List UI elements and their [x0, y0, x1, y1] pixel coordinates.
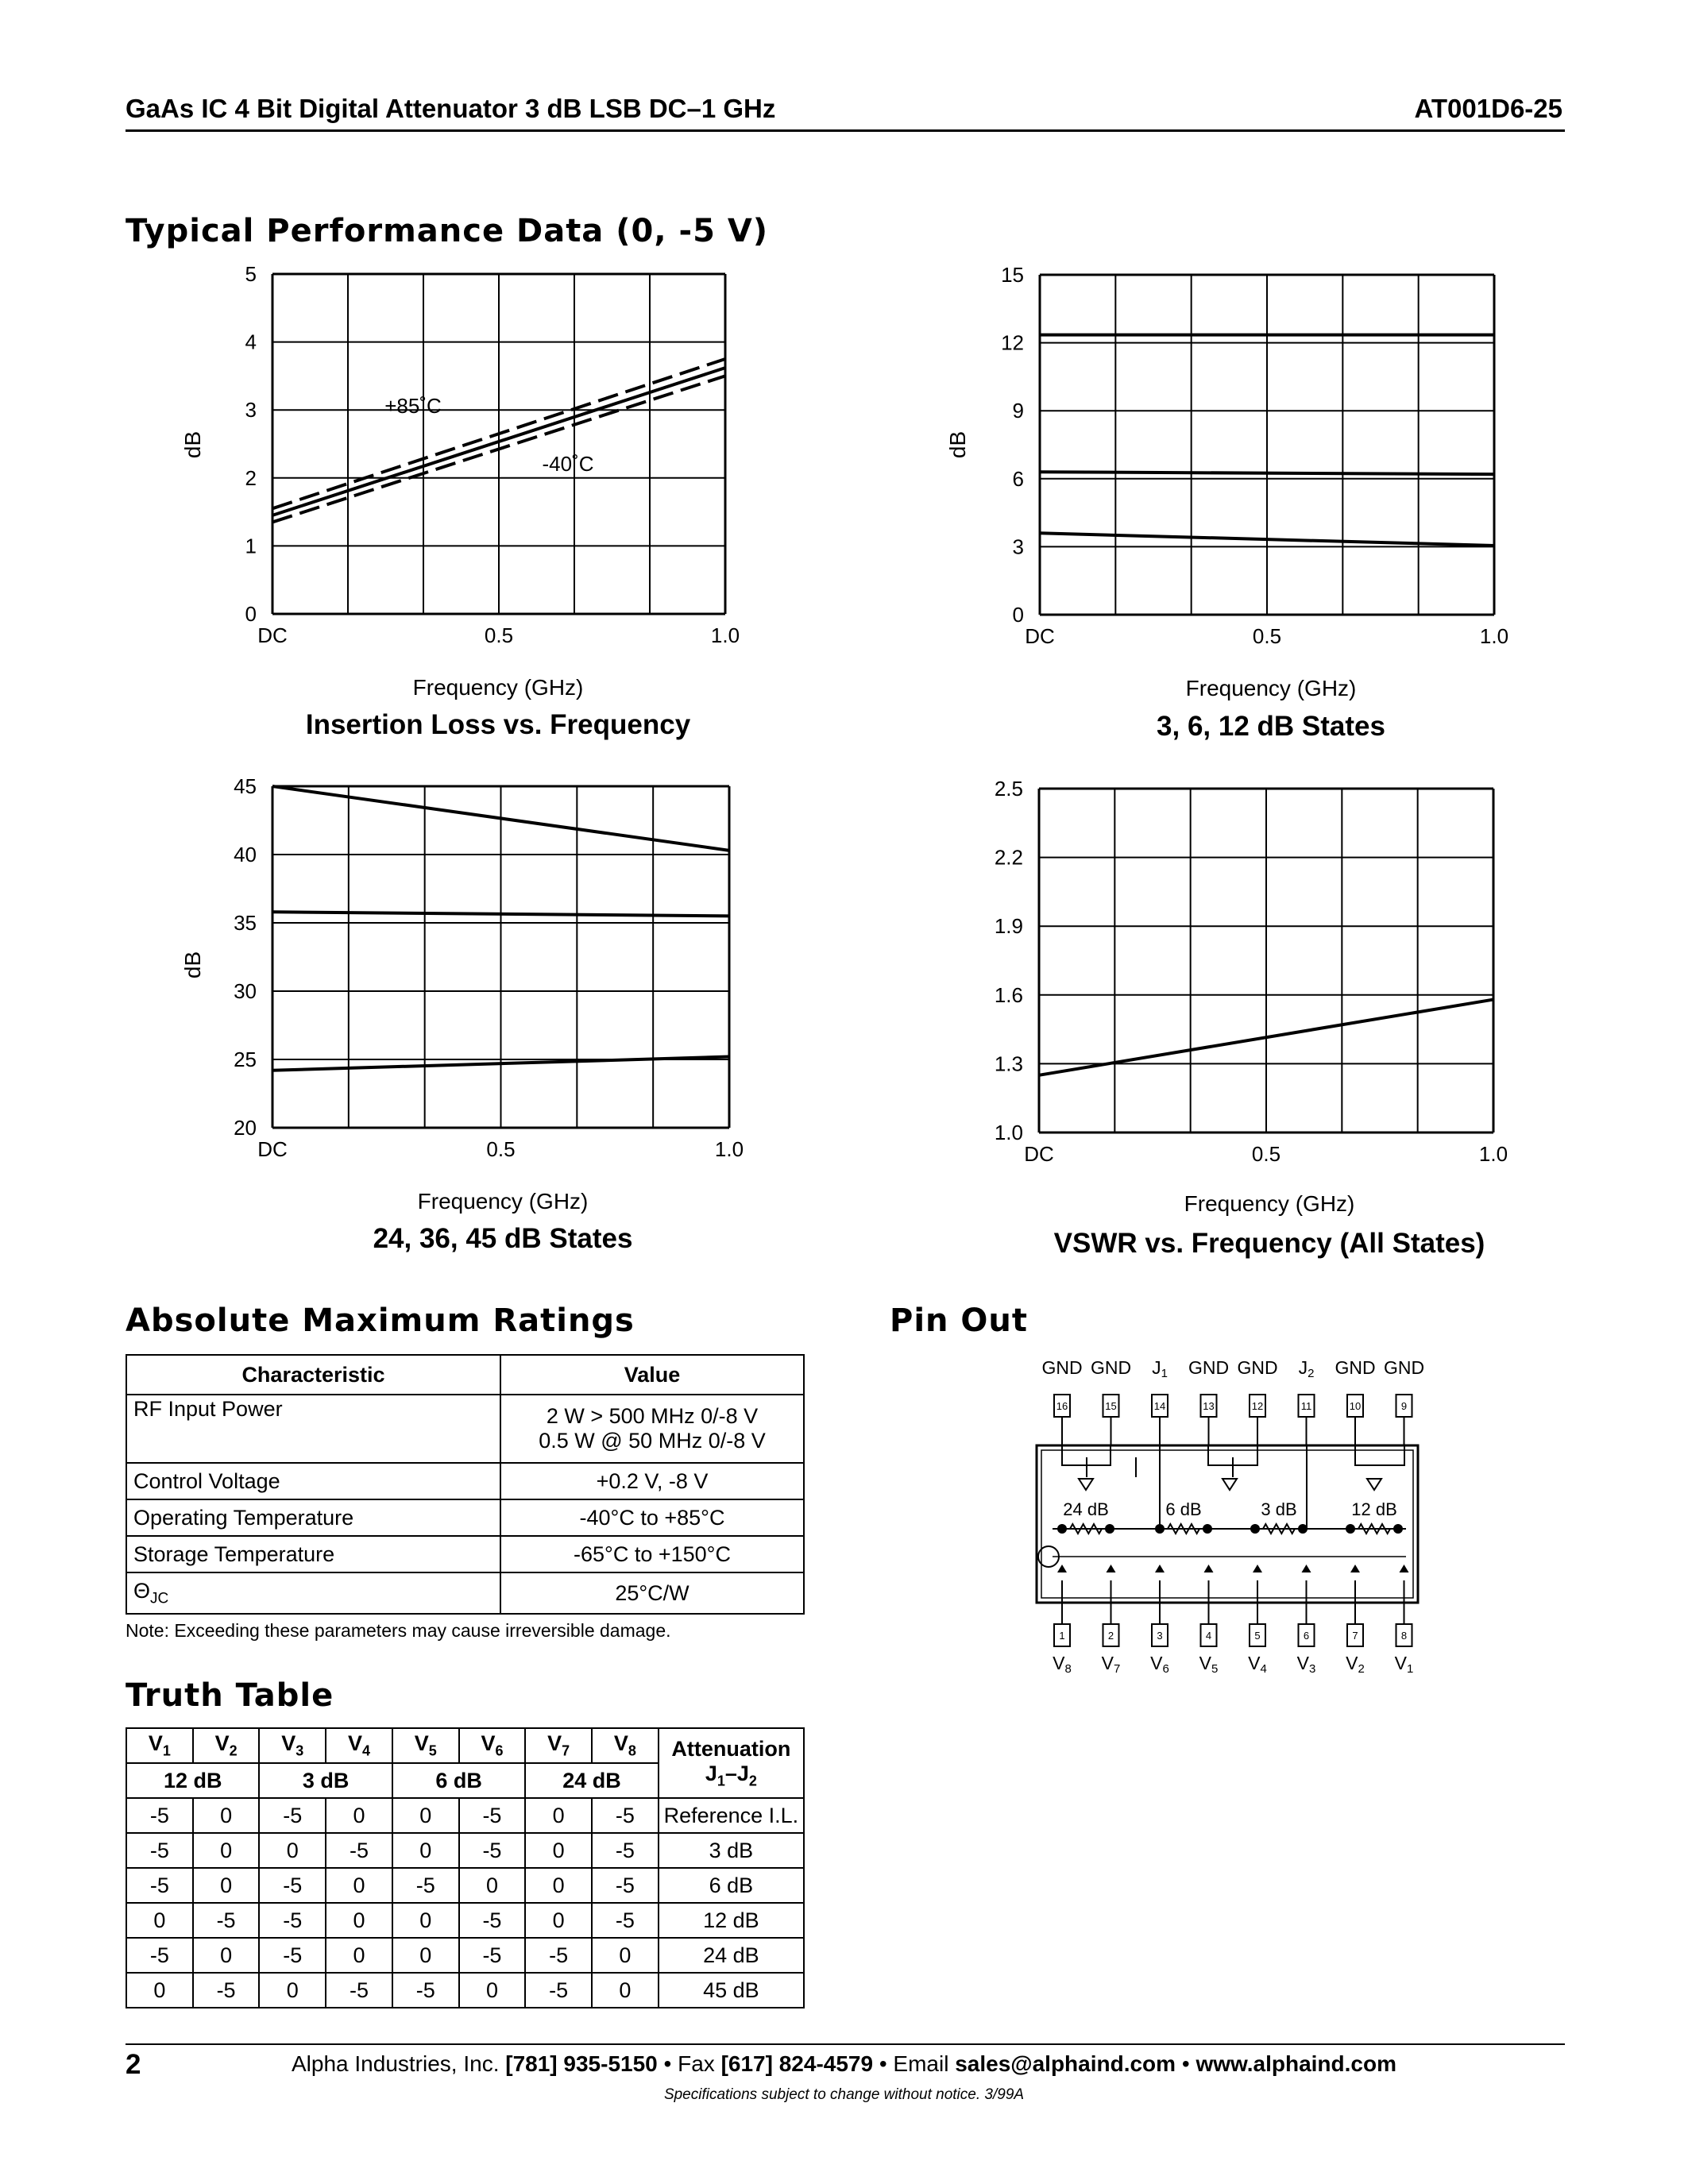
bottom-pin-label: V7 [1101, 1653, 1121, 1676]
footer-disclaimer: Specifications subject to change without notice. 3/99A [663, 2086, 1025, 2103]
chart-3-6-12-states [929, 262, 1557, 754]
y-axis-label: dB [945, 430, 970, 459]
y-tick-label: 3 [1012, 534, 1024, 559]
node-dot [1105, 1524, 1114, 1534]
cell-voltage: 0 [193, 1798, 260, 1833]
document-title: GaAs IC 4 Bit Digital Attenuator 3 dB LSB DC–1 GHz [126, 94, 776, 123]
cell-voltage: 0 [193, 1833, 260, 1868]
pinout-diagram [993, 1350, 1517, 1684]
chart-insertion-loss [159, 262, 763, 754]
top-pin-number: 15 [1105, 1400, 1117, 1412]
cell-voltage: 0 [592, 1938, 659, 1973]
x-tick-label: 1.0 [1479, 624, 1509, 648]
column-header-attenuation [659, 1728, 804, 1798]
voltage-label: V [613, 1731, 628, 1756]
column-header-v4 [326, 1728, 392, 1763]
stage-label: 3 dB [1261, 1499, 1297, 1519]
voltage-label: V [481, 1731, 496, 1756]
fet-arrow-icon [1204, 1565, 1214, 1572]
cell-voltage: 0 [326, 1798, 392, 1833]
y-tick-label: 12 [1001, 330, 1024, 355]
resistor-icon [1358, 1524, 1390, 1534]
cell-voltage: 0 [126, 1973, 193, 2008]
table-row [126, 1938, 804, 1973]
node-dot [1203, 1524, 1212, 1534]
y-tick-label: 35 [234, 911, 257, 935]
y-tick-label: 2 [245, 465, 257, 490]
cell-voltage: -5 [126, 1868, 193, 1903]
table-row [126, 1868, 804, 1903]
group-header: 12 dB [126, 1763, 259, 1798]
table-row [126, 1463, 804, 1499]
group-header: 24 dB [525, 1763, 658, 1798]
voltage-subscript: 4 [362, 1742, 371, 1759]
pinout-elements [1041, 1357, 1424, 1676]
table-row [126, 1903, 804, 1938]
port-subscript: 1 [717, 1773, 725, 1789]
bottom-pin-number: 7 [1352, 1630, 1358, 1642]
voltage-label: V [148, 1731, 163, 1756]
fax-number: [617] 824-4579 [720, 2051, 874, 2076]
top-pin-number: 9 [1400, 1400, 1408, 1412]
x-tick-label: DC [1024, 1142, 1054, 1166]
fet-arrow-icon [1057, 1565, 1067, 1572]
cell-voltage: 0 [326, 1868, 392, 1903]
top-pin-number: 16 [1056, 1400, 1068, 1412]
fet-arrow-icon [1155, 1565, 1165, 1572]
y-tick-label: 3 [245, 398, 257, 423]
cell-voltage: 0 [193, 1938, 260, 1973]
bottom-pin-label: V8 [1053, 1653, 1072, 1676]
bottom-pin-number: 8 [1400, 1630, 1408, 1642]
ground-icon [1367, 1479, 1381, 1490]
top-pin-label: GND [1041, 1357, 1083, 1378]
voltage-subscript: 5 [428, 1742, 437, 1759]
y-tick-label: 2.5 [994, 777, 1023, 801]
y-tick-label: 25 [234, 1048, 257, 1071]
ground-icon [1079, 1479, 1093, 1490]
x-tick-label: 0.5 [1252, 624, 1282, 648]
cell-value: 25°C/W [500, 1572, 804, 1614]
cell-voltage: 0 [592, 1973, 659, 2008]
value-line-1: 2 W > 500 MHz 0/-8 V [546, 1404, 759, 1428]
bottom-pin-label: V5 [1199, 1653, 1219, 1676]
x-axis-label: Frequency (GHz) [412, 675, 584, 700]
bottom-pin-number: 5 [1254, 1630, 1261, 1642]
pinout-heading: Pin Out [890, 1302, 1029, 1339]
x-tick-label: 1.0 [714, 1137, 744, 1161]
x-tick-label: 1.0 [710, 623, 740, 647]
cell-value: +0.2 V, -8 V [500, 1463, 804, 1499]
email-label: • Email [873, 2051, 956, 2076]
cell-voltage: -5 [126, 1798, 193, 1833]
ratings-table [126, 1354, 805, 1615]
top-pin-number: 13 [1203, 1400, 1215, 1412]
table-row [126, 1395, 804, 1463]
top-pin-number: 14 [1153, 1400, 1166, 1412]
annotation-hot: +85˚C [384, 394, 442, 418]
stage-label: 24 dB [1063, 1499, 1109, 1519]
node-dot [1346, 1524, 1355, 1534]
x-tick-label: DC [257, 623, 288, 647]
x-tick-label: 0.5 [1251, 1142, 1281, 1166]
cell-voltage: 0 [459, 1868, 526, 1903]
y-tick-label: 1.9 [994, 914, 1023, 939]
cell-voltage: -5 [326, 1973, 392, 2008]
cell-voltage: -5 [525, 1938, 592, 1973]
top-pin-number: 11 [1300, 1400, 1312, 1412]
bottom-pin-number: 6 [1303, 1630, 1310, 1642]
x-tick-label: DC [257, 1137, 288, 1161]
cell-voltage: 0 [392, 1938, 459, 1973]
cell-attenuation: 12 dB [659, 1903, 804, 1938]
column-header-v6 [459, 1728, 526, 1763]
voltage-subscript: 6 [495, 1742, 504, 1759]
bottom-pin-number: 3 [1157, 1630, 1163, 1642]
company-name: Alpha Industries, Inc. [292, 2051, 506, 2076]
ratings-heading: Absolute Maximum Ratings [126, 1302, 635, 1339]
theta-subscript: JC [150, 1590, 169, 1607]
plot-area [245, 262, 740, 647]
y-tick-label: 4 [245, 330, 257, 354]
cell-voltage: 0 [525, 1798, 592, 1833]
attenuation-label: Attenuation [671, 1736, 791, 1761]
plot-area [1001, 263, 1508, 648]
theta-symbol: Θ [133, 1578, 151, 1603]
y-tick-label: 30 [234, 979, 257, 1003]
phone-number: [781] 935-5150 [505, 2051, 658, 2076]
top-pin-label: J2 [1298, 1357, 1315, 1380]
top-pin-label: GND [1383, 1357, 1425, 1378]
plot-area [234, 774, 744, 1161]
ground-bridge [1355, 1445, 1404, 1465]
table-row [126, 1973, 804, 2008]
cell-voltage: -5 [259, 1798, 326, 1833]
voltage-subscript: 3 [295, 1742, 304, 1759]
y-tick-label: 5 [245, 262, 257, 286]
annotation-cold: -40˚C [542, 452, 594, 476]
voltage-subscript: 2 [229, 1742, 238, 1759]
y-axis-label: dB [180, 430, 205, 459]
cell-voltage: 0 [392, 1833, 459, 1868]
column-header-v3 [259, 1728, 326, 1763]
cell-voltage: -5 [459, 1833, 526, 1868]
y-tick-label: 2.2 [994, 845, 1023, 870]
node-dot [1393, 1524, 1403, 1534]
bottom-pin-label: V1 [1394, 1653, 1414, 1676]
cell-voltage: 0 [525, 1833, 592, 1868]
voltage-label: V [214, 1731, 230, 1756]
chart-24-36-45-states [159, 774, 763, 1267]
port-label: J [705, 1761, 717, 1785]
bottom-pin-label: V6 [1150, 1653, 1169, 1676]
group-header: 3 dB [259, 1763, 392, 1798]
node-dot [1250, 1524, 1260, 1534]
table-row [126, 1499, 804, 1536]
y-tick-label: 1.6 [994, 982, 1023, 1007]
truth-table-heading: Truth Table [126, 1677, 334, 1714]
y-tick-label: 1 [245, 534, 257, 558]
cell-characteristic: Control Voltage [126, 1463, 500, 1499]
chart-title: 24, 36, 45 dB States [373, 1223, 633, 1254]
bottom-pin-number: 1 [1059, 1630, 1065, 1642]
voltage-subscript: 1 [162, 1742, 171, 1759]
x-axis-label: Frequency (GHz) [417, 1189, 589, 1214]
voltage-header-row [126, 1728, 804, 1763]
cell-voltage: 0 [326, 1903, 392, 1938]
cell-voltage: 0 [459, 1973, 526, 2008]
x-tick-label: 0.5 [484, 623, 514, 647]
column-header-v5 [392, 1728, 459, 1763]
email-link[interactable]: sales@alphaind.com [955, 2051, 1176, 2076]
plot-area [995, 777, 1508, 1166]
cell-voltage: -5 [592, 1903, 659, 1938]
top-pin-label: GND [1237, 1357, 1278, 1378]
bottom-pin-label: V3 [1296, 1653, 1316, 1676]
cell-characteristic [126, 1572, 500, 1614]
fet-arrow-icon [1253, 1565, 1262, 1572]
fet-arrow-icon [1107, 1565, 1116, 1572]
cell-value: -40°C to +85°C [500, 1499, 804, 1536]
voltage-subscript: 8 [628, 1742, 636, 1759]
y-tick-label: 15 [1001, 263, 1024, 287]
cell-voltage: 0 [126, 1903, 193, 1938]
top-pin-label: GND [1335, 1357, 1376, 1378]
truth-table-body [126, 1798, 804, 2008]
column-header-v8 [592, 1728, 659, 1763]
chart-title: 3, 6, 12 dB States [1157, 711, 1385, 742]
cell-voltage: 0 [525, 1868, 592, 1903]
column-header-v1 [126, 1728, 193, 1763]
footer-contact [0, 2051, 1688, 2077]
cell-voltage: 0 [392, 1903, 459, 1938]
value-line-2: 0.5 W @ 50 MHz 0/-8 V [539, 1429, 766, 1453]
table-row [126, 1536, 804, 1572]
port-label: –J [724, 1761, 749, 1785]
cell-voltage: -5 [326, 1833, 392, 1868]
fax-label: • Fax [657, 2051, 721, 2076]
resistor-icon [1168, 1524, 1199, 1534]
x-axis-label: Frequency (GHz) [1184, 1191, 1355, 1216]
y-tick-label: 20 [234, 1116, 257, 1140]
cell-attenuation: 6 dB [659, 1868, 804, 1903]
bottom-pin-label: V4 [1248, 1653, 1267, 1676]
top-pin-number: 12 [1251, 1400, 1264, 1412]
cell-characteristic: RF Input Power [126, 1395, 500, 1463]
resistor-icon [1263, 1524, 1295, 1534]
website-link[interactable]: www.alphaind.com [1196, 2051, 1396, 2076]
footer-rule [126, 2043, 1565, 2045]
series-line [272, 912, 729, 916]
cell-value: -65°C to +150°C [500, 1536, 804, 1572]
cell-voltage: 0 [259, 1973, 326, 2008]
column-header-v7 [525, 1728, 592, 1763]
table-row [126, 1798, 804, 1833]
cell-voltage: 0 [392, 1798, 459, 1833]
top-pin-label: J1 [1152, 1357, 1168, 1380]
chart-title: VSWR vs. Frequency (All States) [1053, 1228, 1485, 1259]
bottom-pin-number: 4 [1205, 1630, 1212, 1642]
cell-voltage: -5 [259, 1938, 326, 1973]
y-axis-label: dB [180, 951, 205, 979]
top-pin-label: GND [1090, 1357, 1132, 1378]
port-subscript: 2 [748, 1773, 757, 1789]
stage-label: 12 dB [1351, 1499, 1397, 1519]
cell-voltage: -5 [525, 1973, 592, 2008]
cell-voltage: 0 [193, 1868, 260, 1903]
cell-voltage: -5 [592, 1868, 659, 1903]
page-number: 2 [126, 2049, 141, 2080]
group-header: 6 dB [392, 1763, 525, 1798]
cell-voltage: -5 [392, 1868, 459, 1903]
series-line [1040, 472, 1494, 474]
x-tick-label: DC [1025, 624, 1055, 648]
cell-voltage: -5 [126, 1938, 193, 1973]
cell-characteristic: Operating Temperature [126, 1499, 500, 1536]
stage-label: 6 dB [1165, 1499, 1202, 1519]
cell-characteristic: Storage Temperature [126, 1536, 500, 1572]
cell-voltage: -5 [392, 1973, 459, 2008]
y-tick-label: 1.3 [994, 1051, 1023, 1076]
column-header-value: Value [500, 1355, 804, 1395]
section-performance-heading: Typical Performance Data (0, -5 V) [126, 213, 769, 249]
bottom-pin-label: V2 [1346, 1653, 1365, 1676]
cell-voltage: -5 [459, 1938, 526, 1973]
cell-value [500, 1395, 804, 1463]
ratings-note: Note: Exceeding these parameters may cause irreversible damage. [126, 1620, 671, 1641]
fet-arrow-icon [1350, 1565, 1360, 1572]
voltage-label: V [348, 1731, 363, 1756]
cell-attenuation: 24 dB [659, 1938, 804, 1973]
fet-arrow-icon [1302, 1565, 1311, 1572]
cell-voltage: 0 [326, 1938, 392, 1973]
voltage-label: V [414, 1731, 429, 1756]
y-tick-label: 6 [1012, 466, 1024, 491]
top-pin-label: GND [1188, 1357, 1230, 1378]
resistor-icon [1070, 1524, 1102, 1534]
cell-attenuation: 3 dB [659, 1833, 804, 1868]
voltage-subscript: 7 [562, 1742, 570, 1759]
voltage-label: V [281, 1731, 296, 1756]
ground-icon [1223, 1479, 1237, 1490]
column-header-v2 [193, 1728, 260, 1763]
cell-voltage: -5 [259, 1868, 326, 1903]
y-tick-label: 1.0 [994, 1121, 1023, 1144]
cell-voltage: -5 [126, 1833, 193, 1868]
cell-voltage: -5 [459, 1903, 526, 1938]
cell-voltage: -5 [193, 1973, 260, 2008]
cell-voltage: -5 [459, 1798, 526, 1833]
table-row [126, 1572, 804, 1614]
cell-voltage: -5 [193, 1903, 260, 1938]
truth-table [126, 1727, 805, 2008]
fet-arrow-icon [1400, 1565, 1409, 1572]
y-tick-label: 0 [1012, 603, 1024, 627]
y-tick-label: 40 [234, 843, 257, 866]
chart-title: Insertion Loss vs. Frequency [305, 709, 691, 740]
table-row [126, 1833, 804, 1868]
y-tick-label: 45 [234, 774, 257, 798]
cell-voltage: 0 [259, 1833, 326, 1868]
chart-vswr [929, 774, 1557, 1275]
y-tick-label: 0 [245, 602, 257, 626]
cell-voltage: 0 [525, 1903, 592, 1938]
cell-attenuation: 45 dB [659, 1973, 804, 2008]
voltage-label: V [547, 1731, 562, 1756]
x-tick-label: 0.5 [486, 1137, 516, 1161]
cell-voltage: -5 [592, 1833, 659, 1868]
part-number: AT001D6-25 [1414, 94, 1562, 123]
x-tick-label: 1.0 [1478, 1142, 1508, 1166]
bottom-pin-number: 2 [1107, 1630, 1114, 1642]
cell-attenuation: Reference I.L. [659, 1798, 804, 1833]
y-tick-label: 9 [1012, 399, 1024, 423]
header-rule [126, 129, 1565, 132]
cell-voltage: -5 [259, 1903, 326, 1938]
table-header-row [126, 1355, 804, 1395]
cell-voltage: -5 [592, 1798, 659, 1833]
x-axis-label: Frequency (GHz) [1185, 676, 1357, 700]
node-dot [1057, 1524, 1067, 1534]
column-header-characteristic: Characteristic [126, 1355, 500, 1395]
separator: • [1176, 2051, 1196, 2076]
top-pin-number: 10 [1349, 1400, 1362, 1412]
attenuation-ports [659, 1761, 803, 1789]
